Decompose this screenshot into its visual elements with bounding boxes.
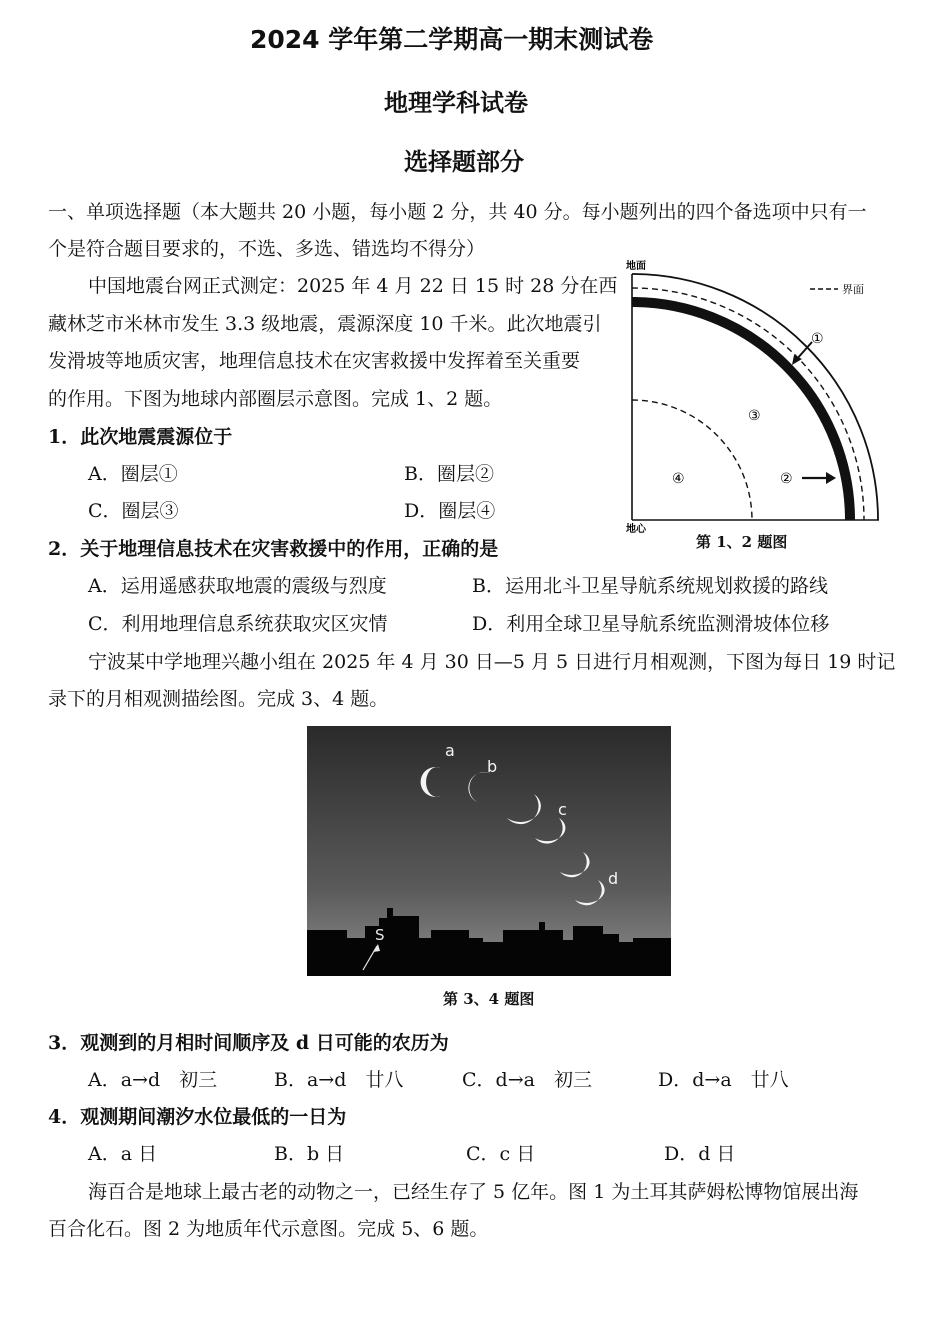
passage1-line3: 发滑坡等地质灾害，地理信息技术在灾害救援中发挥着至关重要 [48,350,581,372]
passage1-line2: 藏林芝市米林市发生 3.3 级地震，震源深度 10 千米。此次地震引 [48,313,602,335]
q2-option-c: C．利用地理信息系统获取灾区灾情 [88,613,388,635]
layer-3-label: ③ [748,408,761,424]
surface-label: 地面 [626,261,646,272]
exam-title: 2024 学年第二学期高一期末测试卷 [250,25,654,54]
q4-option-d: D．d 日 [664,1143,736,1165]
moon-label-d: d [608,869,619,888]
layer-4-label: ④ [672,471,685,487]
part1-instruction-line2: 个是符合题目要求的，不选、多选、错选均不得分） [48,238,486,260]
figure12-caption: 第 1、2 题图 [696,533,788,551]
layer-2-label: ② [780,471,793,487]
q4-option-a: A．a 日 [88,1143,158,1165]
moon-label-c: c [558,800,567,819]
q1-stem: 1．此次地震震源位于 [48,426,233,448]
q3-stem: 3．观测到的月相时间顺序及 d 日可能的农历为 [48,1032,449,1054]
q2-option-d: D．利用全球卫星导航系统监测滑坡体位移 [472,613,830,635]
passage1-line1: 中国地震台网正式测定：2025 年 4 月 22 日 15 时 28 分在西 [88,275,618,297]
q1-option-c: C．圈层③ [88,500,179,522]
core-boundary-arc [632,400,752,520]
q3-option-c: C．d→a 初三 [462,1069,592,1091]
passage3-line2: 百合化石。图 2 为地质年代示意图。完成 5、6 题。 [48,1218,489,1240]
earth-layers-diagram [624,258,886,534]
q2-option-a: A．运用遥感获取地震的震级与烈度 [88,575,387,597]
q4-stem: 4．观测期间潮汐水位最低的一日为 [48,1106,347,1128]
layer-2-arrowhead [826,472,836,484]
moon-label-a: a [445,741,455,760]
moon-phase-drawing [307,726,671,976]
moho-boundary-arc [632,288,864,520]
part1-instruction-line1: 一、单项选择题（本大题共 20 小题，每小题 2 分，共 40 分。每小题列出的四个备选项中只有一 [48,201,867,223]
passage1-line4: 的作用。下图为地球内部圈层示意图。完成 1、2 题。 [48,388,503,410]
center-label: 地心 [626,524,646,534]
q2-option-b: B．运用北斗卫星导航系统规划救援的路线 [472,575,828,597]
layer-1-label: ① [811,331,824,347]
subject-title: 地理学科试卷 [384,89,528,117]
south-label: S [375,926,385,944]
q1-option-d: D．圈层④ [404,500,496,522]
q1-option-b: B．圈层② [404,463,494,485]
layer-1-arrowhead [792,355,802,365]
earth-surface-arc [632,274,878,520]
moon-label-b: b [487,757,498,776]
figure34-caption: 第 3、4 题图 [443,990,535,1008]
legend-label: 界面 [842,283,864,296]
passage3-line1: 海百合是地球上最古老的动物之一，已经生存了 5 亿年。图 1 为土耳其萨姆松博物馆展出海 [88,1181,859,1203]
q4-option-b: B．b 日 [274,1143,345,1165]
passage2-line1: 宁波某中学地理兴趣小组在 2025 年 4 月 30 日—5 月 5 日进行月相观测，下图为每日 19 时记 [88,651,896,673]
passage2-line2: 录下的月相观测描绘图。完成 3、4 题。 [48,688,389,710]
q3-option-b: B．a→d 廿八 [274,1069,404,1091]
q4-option-c: C．c 日 [466,1143,536,1165]
section-title: 选择题部分 [404,148,524,176]
q3-option-d: D．d→a 廿八 [658,1069,789,1091]
q2-stem: 2．关于地理信息技术在灾害救援中的作用，正确的是 [48,538,499,560]
q1-option-a: A．圈层① [88,463,178,485]
q3-option-a: A．a→d 初三 [88,1069,218,1091]
